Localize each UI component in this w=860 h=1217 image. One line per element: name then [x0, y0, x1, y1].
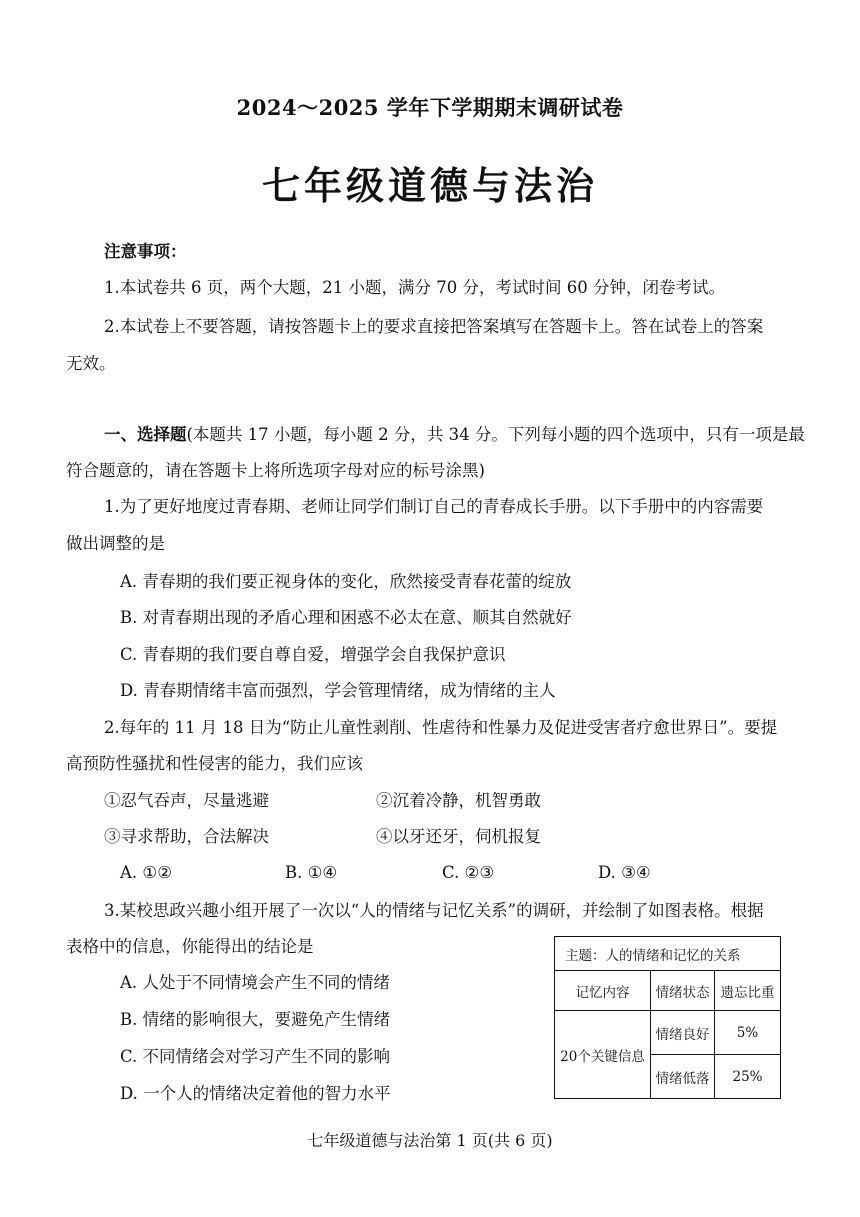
table-header-emotion-state: 情绪状态 — [651, 971, 715, 1011]
q2-option-d: D. ③④ — [598, 863, 651, 882]
q2-stem-line-1: 2.每年的 11 月 18 日为“防止儿童性剥削、性虐待和性暴力及促进受害者疗愈世界日”。要提 — [104, 718, 778, 737]
table-header-memory-content: 记忆内容 — [555, 971, 651, 1011]
table-title-row — [555, 937, 781, 971]
table-header-forget-ratio: 遗忘比重 — [715, 971, 781, 1011]
q1-stem-line-1: 1.为了更好地度过青春期、老师让同学们制订自己的青春成长手册。以下手册中的内容需要 — [104, 497, 764, 516]
q2-option-c: C. ②③ — [442, 863, 495, 882]
q2-item-4: ④以牙还牙，伺机报复 — [376, 827, 541, 846]
table-cell-emotion-state: 情绪良好 — [651, 1011, 715, 1055]
table-cell-forget-ratio: 5% — [715, 1011, 781, 1055]
notes-item-2-line-2: 无效。 — [66, 354, 116, 373]
q2-option-a: A. ①② — [120, 863, 172, 882]
emotion-memory-table — [554, 936, 781, 1099]
section-1-line-2: 符合题意的，请在答题卡上将所选项字母对应的标号涂黑) — [66, 461, 485, 480]
q1-option-d: D. 青春期情绪丰富而强烈，学会管理情绪，成为情绪的主人 — [120, 681, 556, 700]
notes-item-1: 1.本试卷共 6 页，两个大题，21 小题，满分 70 分，考试时间 60 分钟，闭卷考试。 — [104, 278, 725, 297]
q3-stem-line-2: 表格中的信息，你能得出的结论是 — [66, 937, 314, 956]
q1-option-c: C. 青春期的我们要自尊自爱，增强学会自我保护意识 — [120, 645, 506, 664]
section-1-heading: 一、选择题 — [104, 425, 187, 444]
q2-stem-line-2: 高预防性骚扰和性侵害的能力，我们应该 — [66, 754, 363, 773]
table-row — [555, 1011, 781, 1055]
table-cell-emotion-state: 情绪低落 — [651, 1055, 715, 1099]
notes-heading: 注意事项： — [104, 242, 187, 261]
q3-option-a: A. 人处于不同情境会产生不同的情绪 — [120, 973, 390, 992]
exam-title: 2024～2025 学年下学期期末调研试卷 — [236, 95, 624, 120]
q2-item-1: ①忍气吞声，尽量逃避 — [104, 791, 269, 810]
subject-title: 七年级道德与法治 — [261, 163, 598, 208]
q3-stem-line-1: 3.某校思政兴趣小组开展了一次以“人的情绪与记忆关系”的调研，并绘制了如图表格。根据 — [104, 901, 764, 920]
q2-option-b: B. ①④ — [285, 863, 338, 882]
table-cell-forget-ratio: 25% — [715, 1055, 781, 1099]
q2-item-3: ③寻求帮助，合法解决 — [104, 827, 269, 846]
table-cell-memory-content: 20个关键信息 — [555, 1011, 651, 1099]
notes-item-2-line-1: 2.本试卷上不要答题，请按答题卡上的要求直接把答案填写在答题卡上。答在试卷上的答案 — [104, 317, 764, 336]
table-title: 主题：人的情绪和记忆的关系 — [555, 937, 781, 971]
section-1-description: (本题共 17 小题，每小题 2 分，共 34 分。下列每小题的四个选项中，只有一项是最 — [186, 425, 805, 444]
q3-option-b: B. 情绪的影响很大，要避免产生情绪 — [120, 1010, 391, 1029]
q1-option-a: A. 青春期的我们要正视身体的变化，欣然接受青春花蕾的绽放 — [120, 572, 572, 591]
q3-option-d: D. 一个人的情绪决定着他的智力水平 — [120, 1084, 391, 1103]
section-1-line-1 — [104, 425, 805, 445]
q3-option-c: C. 不同情绪会对学习产生不同的影响 — [120, 1047, 391, 1066]
table-header-row — [555, 971, 781, 1011]
q1-option-b: B. 对青春期出现的矛盾心理和困惑不必太在意、顺其自然就好 — [120, 608, 572, 627]
q1-stem-line-2: 做出调整的是 — [66, 534, 165, 553]
q2-item-2: ②沉着冷静，机智勇敢 — [376, 791, 541, 810]
page-footer: 七年级道德与法治第 1 页(共 6 页) — [307, 1131, 553, 1150]
